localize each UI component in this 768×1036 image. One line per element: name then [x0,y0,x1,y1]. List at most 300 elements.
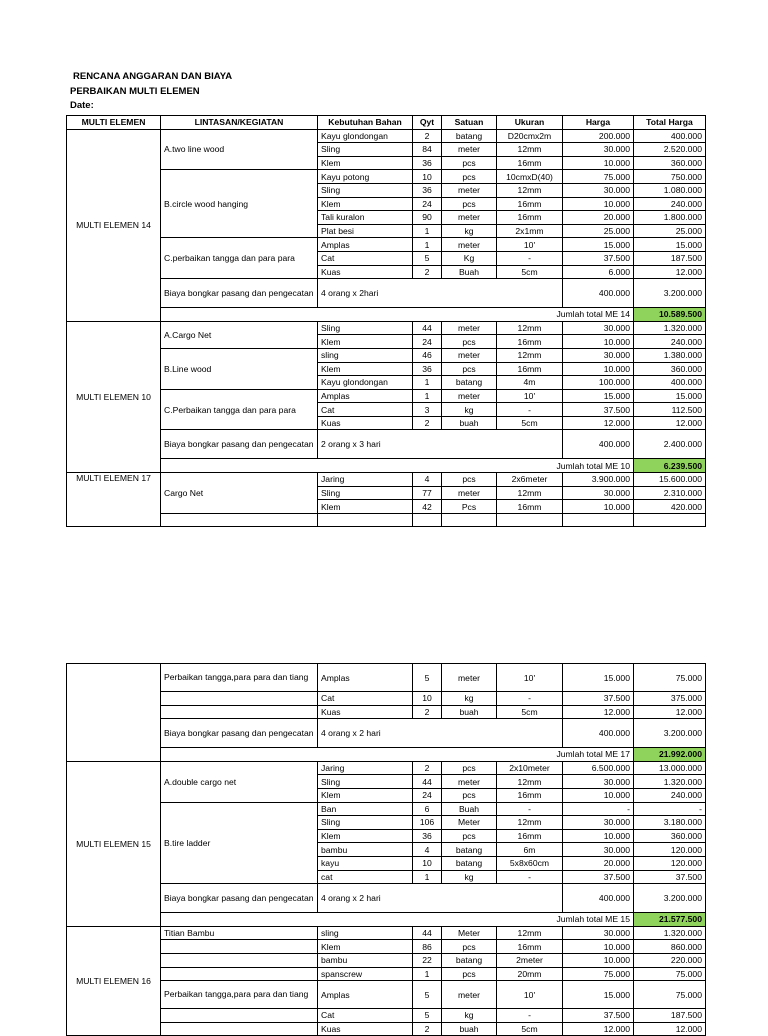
size-cell: 16mm [497,500,563,514]
qty-cell: 44 [413,775,442,789]
size-cell: 16mm [497,156,563,170]
total-cell: 15.600.000 [634,473,706,487]
qty-cell: 77 [413,486,442,500]
material-cell: Cat [318,1009,413,1023]
size-cell: 12mm [497,816,563,830]
activity-cell: B.tire ladder [161,802,318,884]
table-row [67,308,706,322]
table-row [67,719,706,748]
material-cell: kayu [318,856,413,870]
document-title: RENCANA ANGGARAN DAN BIAYA [73,71,233,82]
total-cell: 220.000 [634,953,706,967]
price-cell: 30.000 [563,143,634,157]
size-cell: 10cmxD(40) [497,170,563,184]
unit-cell: meter [442,348,497,362]
unit-cell: meter [442,775,497,789]
price-cell: 30.000 [563,926,634,940]
total-cell: 15.000 [634,389,706,403]
total-cell: 240.000 [634,335,706,349]
size-cell: 16mm [497,362,563,376]
size-cell: - [497,1009,563,1023]
unit-cell: Meter [442,926,497,940]
table-row [67,238,706,252]
total-cell: 120.000 [634,856,706,870]
qty-cell: 10 [413,856,442,870]
empty-cell [161,967,318,981]
unit-cell: meter [442,321,497,335]
header-row [67,116,706,130]
qty-cell: 24 [413,788,442,802]
price-cell: 12.000 [563,416,634,430]
price-cell: 15.000 [563,664,634,692]
material-cell: Klem [318,829,413,843]
price-cell: - [563,802,634,816]
subtotal-value: 21.992.000 [634,748,706,762]
unit-cell: Kg [442,251,497,265]
qty-cell: 2 [413,265,442,279]
price-cell: 10.000 [563,788,634,802]
material-cell: bambu [318,843,413,857]
labor-desc-cell: 4 orang x 2hari [318,279,563,308]
unit-cell: meter [442,664,497,692]
total-cell: 120.000 [634,843,706,857]
budget-table-2 [66,663,706,1036]
price-cell: 75.000 [563,170,634,184]
price-cell: 37.500 [563,692,634,706]
material-cell: Kuas [318,1022,413,1036]
material-cell: Klem [318,940,413,954]
table-row [67,664,706,692]
material-cell: Ban [318,802,413,816]
col-satuan: Satuan [442,116,497,130]
material-cell: sling [318,926,413,940]
total-cell: 3.200.000 [634,279,706,308]
material-cell: Kayu glondongan [318,376,413,390]
unit-cell: meter [442,183,497,197]
price-cell: 10.000 [563,362,634,376]
size-cell: 4m [497,376,563,390]
total-cell: 240.000 [634,788,706,802]
material-cell: Amplas [318,664,413,692]
price-cell: 10.000 [563,940,634,954]
qty-cell: 36 [413,829,442,843]
size-cell: - [497,802,563,816]
empty-cell [161,692,318,706]
qty-cell: 10 [413,692,442,706]
col-kebutuhan: Kebutuhan Bahan [318,116,413,130]
qty-cell: 1 [413,870,442,884]
total-cell: 1.320.000 [634,775,706,789]
price-cell: 30.000 [563,486,634,500]
qty-cell: 5 [413,251,442,265]
activity-cell: Perbaikan tangga,para para dan tiang [161,664,318,692]
total-cell: 13.000.000 [634,761,706,775]
col-total-harga: Total Harga [634,116,706,130]
price-cell: 3.900.000 [563,473,634,487]
activity-cell: A.Cargo Net [161,321,318,348]
price-cell: 12.000 [563,705,634,719]
size-cell: 12mm [497,143,563,157]
empty-cell [497,513,563,527]
total-cell: 420.000 [634,500,706,514]
unit-cell: kg [442,403,497,417]
total-cell: 360.000 [634,829,706,843]
total-cell: 400.000 [634,129,706,143]
size-cell: 20mm [497,967,563,981]
size-cell: 2meter [497,953,563,967]
total-cell: 375.000 [634,692,706,706]
table-row [67,389,706,403]
activity-cell: C.perbaikan tangga dan para para [161,238,318,279]
price-cell: 37.500 [563,251,634,265]
material-cell: Klem [318,335,413,349]
table-row [67,348,706,362]
qty-cell: 1 [413,376,442,390]
qty-cell: 4 [413,473,442,487]
size-cell: 12mm [497,486,563,500]
subtotal-label: Jumlah total ME 10 [161,459,634,473]
unit-cell: batang [442,376,497,390]
price-cell: 20.000 [563,211,634,225]
total-cell: 750.000 [634,170,706,184]
total-cell: 1.320.000 [634,321,706,335]
price-cell: 15.000 [563,389,634,403]
unit-cell: meter [442,389,497,403]
unit-cell: pcs [442,362,497,376]
total-cell: 3.200.000 [634,719,706,748]
labor-desc-cell: 2 orang x 3 hari [318,430,563,459]
qty-cell: 36 [413,183,442,197]
activity-cell: A.double cargo net [161,761,318,802]
unit-cell: buah [442,416,497,430]
size-cell: 12mm [497,775,563,789]
price-cell: 37.500 [563,870,634,884]
size-cell: D20cmx2m [497,129,563,143]
table-row [67,884,706,913]
table-row [67,802,706,816]
qty-cell: 5 [413,1009,442,1023]
material-cell: Sling [318,816,413,830]
price-cell: 30.000 [563,183,634,197]
material-cell: Kayu potong [318,170,413,184]
size-cell: 2x10meter [497,761,563,775]
qty-cell: 1 [413,238,442,252]
size-cell: 16mm [497,335,563,349]
qty-cell: 3 [413,403,442,417]
size-cell: 5x8x60cm [497,856,563,870]
size-cell: 16mm [497,788,563,802]
size-cell: 10' [497,981,563,1009]
labor-desc-cell: 4 orang x 2 hari [318,884,563,913]
price-cell: 37.500 [563,1009,634,1023]
total-cell: - [634,802,706,816]
table-row [67,430,706,459]
material-cell: Amplas [318,238,413,252]
material-cell: Kayu glondongan [318,129,413,143]
total-cell: 3.180.000 [634,816,706,830]
material-cell: Cat [318,692,413,706]
total-cell: 240.000 [634,197,706,211]
unit-cell: kg [442,870,497,884]
material-cell: Amplas [318,389,413,403]
empty-cell [161,953,318,967]
table-row [67,981,706,1009]
qty-cell: 2 [413,129,442,143]
empty-cell [318,513,413,527]
price-cell: 400.000 [563,884,634,913]
unit-cell: kg [442,224,497,238]
activity-cell: Cargo Net [161,473,318,514]
activity-cell: Perbaikan tangga,para para dan tiang [161,981,318,1009]
price-cell: 6.000 [563,265,634,279]
price-cell: 30.000 [563,321,634,335]
table-row [67,967,706,981]
unit-cell: batang [442,129,497,143]
unit-cell: pcs [442,197,497,211]
qty-cell: 5 [413,664,442,692]
unit-cell: batang [442,953,497,967]
labor-label-cell: Biaya bongkar pasang dan pengecatan [161,719,318,748]
table-row [67,1009,706,1023]
total-cell: 1.800.000 [634,211,706,225]
unit-cell: pcs [442,335,497,349]
element-name-cell: MULTI ELEMEN 15 [67,761,161,926]
empty-cell [161,940,318,954]
qty-cell: 106 [413,816,442,830]
activity-cell: A.two line wood [161,129,318,170]
unit-cell: pcs [442,940,497,954]
total-cell: 1.380.000 [634,348,706,362]
empty-cell [161,513,318,527]
unit-cell: meter [442,211,497,225]
material-cell: Tali kuralon [318,211,413,225]
subtotal-value: 6.239.500 [634,459,706,473]
element-name-cell: MULTI ELEMEN 10 [67,321,161,472]
material-cell: Sling [318,143,413,157]
size-cell: 12mm [497,926,563,940]
labor-label-cell: Biaya bongkar pasang dan pengecatan [161,430,318,459]
material-cell: Sling [318,321,413,335]
qty-cell: 44 [413,321,442,335]
material-cell: Cat [318,251,413,265]
price-cell: 200.000 [563,129,634,143]
activity-cell: Titian Bambu [161,926,318,940]
size-cell: - [497,692,563,706]
price-cell: 10.000 [563,156,634,170]
qty-cell: 90 [413,211,442,225]
material-cell: Jaring [318,761,413,775]
price-cell: 30.000 [563,816,634,830]
price-cell: 75.000 [563,967,634,981]
empty-cell [413,513,442,527]
price-cell: 100.000 [563,376,634,390]
qty-cell: 46 [413,348,442,362]
unit-cell: Meter [442,816,497,830]
qty-cell: 36 [413,156,442,170]
unit-cell: Pcs [442,500,497,514]
table-row [67,953,706,967]
material-cell: cat [318,870,413,884]
size-cell: 16mm [497,211,563,225]
table-row [67,926,706,940]
price-cell: 10.000 [563,953,634,967]
qty-cell: 22 [413,953,442,967]
labor-label-cell: Biaya bongkar pasang dan pengecatan [161,884,318,913]
activity-cell: B.Line wood [161,348,318,389]
unit-cell: pcs [442,967,497,981]
material-cell: Sling [318,486,413,500]
unit-cell: Buah [442,265,497,279]
table-row [67,170,706,184]
table-row [67,913,706,927]
material-cell: sling [318,348,413,362]
unit-cell: meter [442,238,497,252]
element-name-cell: MULTI ELEMEN 17 [67,473,161,527]
col-qyt: Qyt [413,116,442,130]
price-cell: 12.000 [563,1022,634,1036]
size-cell: 10' [497,238,563,252]
qty-cell: 2 [413,705,442,719]
qty-cell: 2 [413,761,442,775]
qty-cell: 84 [413,143,442,157]
total-cell: 15.000 [634,238,706,252]
total-cell: 12.000 [634,705,706,719]
unit-cell: batang [442,843,497,857]
qty-cell: 86 [413,940,442,954]
unit-cell: pcs [442,170,497,184]
unit-cell: meter [442,486,497,500]
empty-cell [442,513,497,527]
table-row [67,692,706,706]
budget-table-1 [66,115,706,527]
qty-cell: 44 [413,926,442,940]
size-cell: 2x1mm [497,224,563,238]
size-cell: 16mm [497,197,563,211]
element-name-cell [67,664,161,762]
col-lintasan: LINTASAN/KEGIATAN [161,116,318,130]
empty-cell [161,1009,318,1023]
table-row [67,321,706,335]
qty-cell: 1 [413,389,442,403]
price-cell: 20.000 [563,856,634,870]
qty-cell: 4 [413,843,442,857]
size-cell: 5cm [497,265,563,279]
material-cell: Sling [318,775,413,789]
table-row [67,705,706,719]
size-cell: 12mm [497,321,563,335]
table-row [67,513,706,527]
total-cell: 75.000 [634,664,706,692]
qty-cell: 24 [413,335,442,349]
size-cell: - [497,870,563,884]
qty-cell: 10 [413,170,442,184]
table-row [67,129,706,143]
element-name-cell: MULTI ELEMEN 16 [67,926,161,1036]
price-cell: 30.000 [563,348,634,362]
total-cell: 360.000 [634,362,706,376]
activity-cell: B.circle wood hanging [161,170,318,238]
total-cell: 37.500 [634,870,706,884]
qty-cell: 1 [413,224,442,238]
qty-cell: 6 [413,802,442,816]
qty-cell: 1 [413,967,442,981]
labor-desc-cell: 4 orang x 2 hari [318,719,563,748]
activity-cell: C.Perbaikan tangga dan para para [161,389,318,430]
qty-cell: 5 [413,981,442,1009]
size-cell: 10' [497,664,563,692]
material-cell: Klem [318,362,413,376]
table-row [67,459,706,473]
material-cell: Klem [318,788,413,802]
unit-cell: buah [442,705,497,719]
date-label: Date: [70,100,94,111]
empty-cell [634,513,706,527]
material-cell: spanscrew [318,967,413,981]
total-cell: 12.000 [634,265,706,279]
size-cell: 16mm [497,829,563,843]
unit-cell: pcs [442,473,497,487]
price-cell: 10.000 [563,500,634,514]
unit-cell: kg [442,1009,497,1023]
material-cell: Plat besi [318,224,413,238]
price-cell: 400.000 [563,719,634,748]
material-cell: bambu [318,953,413,967]
document-subtitle: PERBAIKAN MULTI ELEMEN [70,86,200,97]
price-cell: 15.000 [563,981,634,1009]
price-cell: 25.000 [563,224,634,238]
unit-cell: Buah [442,802,497,816]
subtotal-label: Jumlah total ME 14 [161,308,634,322]
empty-cell [563,513,634,527]
price-cell: 30.000 [563,843,634,857]
unit-cell: meter [442,981,497,1009]
price-cell: 400.000 [563,279,634,308]
qty-cell: 24 [413,197,442,211]
price-cell: 30.000 [563,775,634,789]
size-cell: 12mm [497,183,563,197]
total-cell: 187.500 [634,1009,706,1023]
col-multi-elemen: MULTI ELEMEN [67,116,161,130]
element-name-cell: MULTI ELEMEN 14 [67,129,161,321]
total-cell: 3.200.000 [634,884,706,913]
total-cell: 187.500 [634,251,706,265]
table-row [67,1022,706,1036]
material-cell: Klem [318,197,413,211]
total-cell: 75.000 [634,967,706,981]
total-cell: 12.000 [634,416,706,430]
empty-cell [161,705,318,719]
subtotal-value: 21.577.500 [634,913,706,927]
size-cell: 10' [497,389,563,403]
total-cell: 2.310.000 [634,486,706,500]
labor-label-cell: Biaya bongkar pasang dan pengecatan [161,279,318,308]
total-cell: 25.000 [634,224,706,238]
total-cell: 112.500 [634,403,706,417]
size-cell: 2x6meter [497,473,563,487]
subtotal-label: Jumlah total ME 17 [161,748,634,762]
col-harga: Harga [563,116,634,130]
table-row [67,940,706,954]
qty-cell: 42 [413,500,442,514]
unit-cell: batang [442,856,497,870]
total-cell: 400.000 [634,376,706,390]
total-cell: 12.000 [634,1022,706,1036]
size-cell: 12mm [497,348,563,362]
table-row [67,761,706,775]
size-cell: 5cm [497,705,563,719]
qty-cell: 36 [413,362,442,376]
total-cell: 860.000 [634,940,706,954]
